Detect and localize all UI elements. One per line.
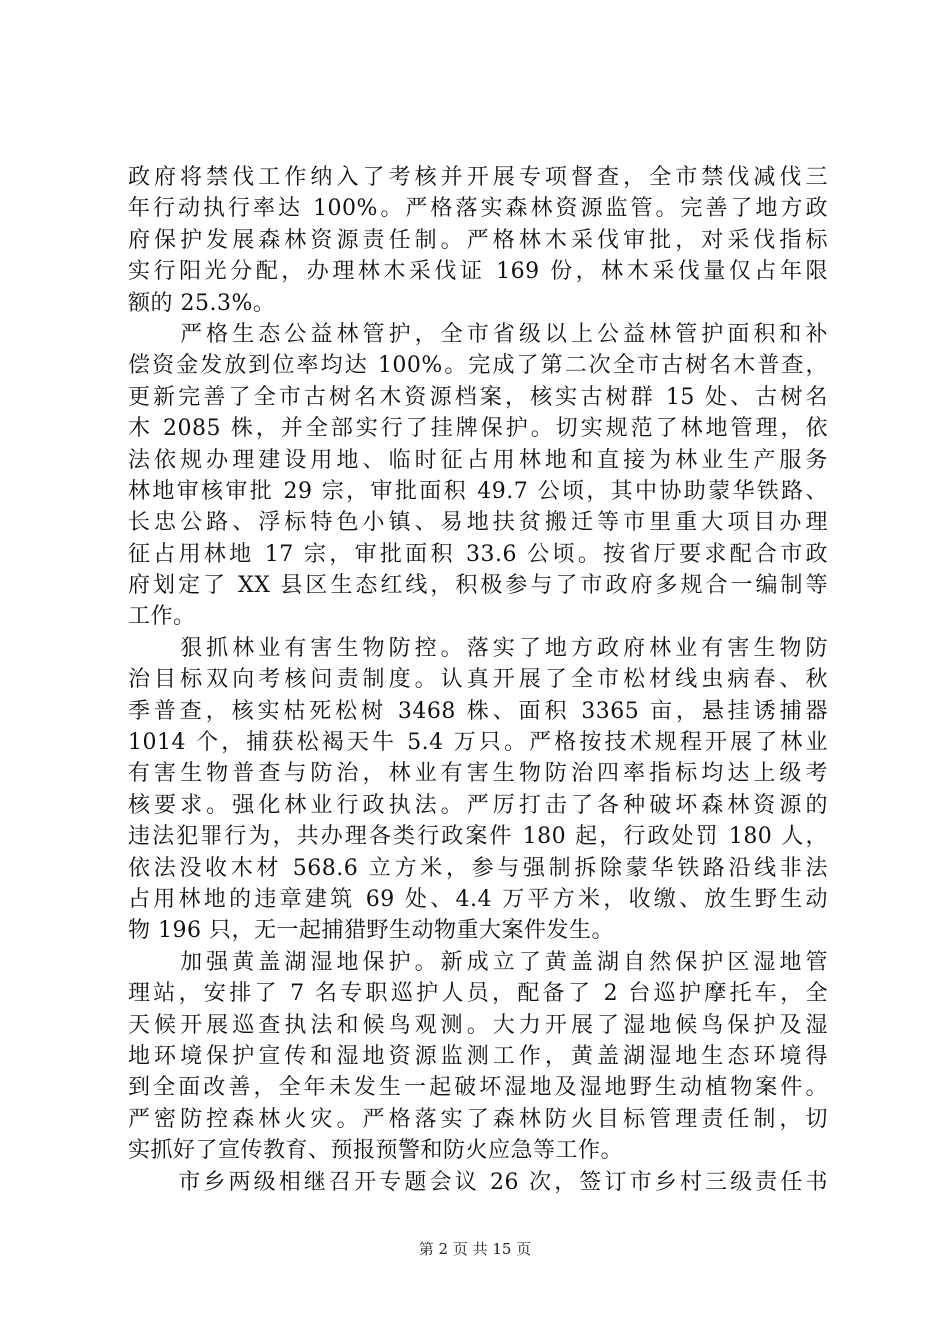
text-line: 依法没收木材 568.6 立方米，参与强制拆除蒙华铁路沿线非法 (128, 855, 828, 881)
text-line: 季普查，核实枯死松树 3468 株、面积 3365 亩，悬挂诱捕器 (128, 698, 828, 724)
text-line: 狠抓林业有害生物防控。落实了地方政府林业有害生物防 (128, 635, 828, 661)
text-line: 政府将禁伐工作纳入了考核并开展专项督查，全市禁伐减伐三 (128, 165, 828, 190)
document-body (128, 162, 828, 1198)
text-line: 长忠公路、浮标特色小镇、易地扶贫搬迁等市里重大项目办理 (128, 510, 828, 536)
text-line: 占用林地的违章建筑 69 处、4.4 万平方米，收缴、放生野生动 (128, 886, 828, 912)
text-line: 到全面改善，全年未发生一起破坏湿地及湿地野生动植物案件。 (128, 1075, 828, 1101)
text-line: 地环境保护宣传和湿地资源监测工作，黄盖湖湿地生态环境得 (128, 1043, 828, 1069)
text-line: 违法犯罪行为，共办理各类行政案件 180 起，行政处罚 180 人， (128, 824, 828, 850)
text-line: 1014 个，捕获松褐天牛 5.4 万只。严格按技术规程开展了林业 (128, 730, 828, 756)
text-line: 理站，安排了 7 名专职巡护人员，配备了 2 台巡护摩托车，全 (128, 981, 828, 1007)
text-line: 加强黄盖湖湿地保护。新成立了黄盖湖自然保护区湿地管 (128, 949, 828, 975)
text-line: 天候开展巡查执法和候鸟观测。大力开展了湿地候鸟保护及湿 (128, 1012, 828, 1038)
text-line: 治目标双向考核问责制度。认真开展了全市松材线虫病春、秋 (128, 667, 828, 693)
text-line: 严密防控森林火灾。严格落实了森林防火目标管理责任制，切 (128, 1106, 828, 1132)
text-line: 额的 25.3%。 (128, 290, 276, 316)
text-line: 市乡两级相继召开专题会议 26 次，签订市乡村三级责任书 (128, 1169, 828, 1195)
text-line: 核要求。强化林业行政执法。严厉打击了各种破坏森林资源的 (128, 792, 828, 818)
text-line: 征占用林地 17 宗，审批面积 33.6 公顷。按省厅要求配合市政 (128, 541, 828, 567)
text-line: 林地审核审批 29 宗，审批面积 49.7 公顷，其中协助蒙华铁路、 (128, 478, 828, 504)
text-line: 实抓好了宣传教育、预报预警和防火应急等工作。 (128, 1138, 624, 1164)
text-line: 木 2085 株，并全部实行了挂牌保护。切实规范了林地管理，依 (128, 416, 828, 442)
text-line: 实行阳光分配，办理林木采伐证 169 份，林木采伐量仅占年限 (128, 259, 828, 285)
text-line: 法依规办理建设用地、临时征占用林地和直接为林业生产服务 (128, 447, 828, 473)
text-line: 物 196 只，无一起捕猎野生动物重大案件发生。 (128, 918, 614, 944)
text-line: 更新完善了全市古树名木资源档案，核实古树群 15 处、古树名 (128, 384, 828, 410)
page-number-footer: 第 2 页 共 15 页 (418, 1240, 532, 1258)
text-line: 年行动执行率达 100%。严格落实森林资源监管。完善了地方政 (128, 196, 828, 222)
text-line: 有害生物普查与防治，林业有害生物防治四率指标均达上级考 (128, 761, 828, 787)
text-line: 府划定了 XX 县区生态红线，积极参与了市政府多规合一编制等 (128, 573, 828, 599)
text-line: 府保护发展森林资源责任制。严格林木采伐审批，对采伐指标 (128, 227, 828, 253)
text-line: 严格生态公益林管护，全市省级以上公益林管护面积和补 (128, 321, 828, 347)
text-line: 工作。 (128, 604, 196, 630)
text-line: 偿资金发放到位率均达 100%。完成了第二次全市古树名木普查， (128, 353, 828, 379)
